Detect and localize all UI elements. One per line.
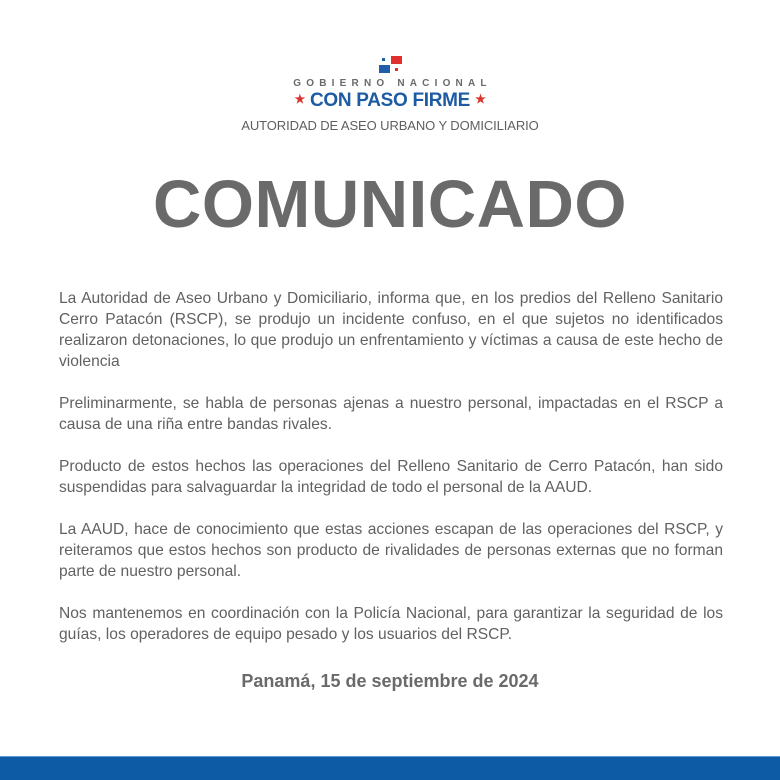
panama-flag-icon: [378, 56, 402, 73]
slogan-text: CON PASO FIRME: [309, 90, 471, 111]
paragraph: La Autoridad de Aseo Urbano y Domiciliario, informa que, en los predios del Relleno Sanitario Cerro Patacón (RSCP), se produjo un incidente confuso, en el que sujetos no identificados realizaron detonaciones, lo que produjo un enfrentamiento y víctimas a causa de este hecho de violencia: [59, 290, 723, 370]
star-icon: ★: [294, 92, 305, 106]
statement-body: [59, 288, 723, 666]
date-line: Panamá, 15 de septiembre de 2024: [241, 671, 539, 691]
paragraph: Preliminarmente, se habla de personas ajenas a nuestro personal, impactadas en el RSCP a causa de una riña entre bandas rivales.: [59, 395, 723, 433]
star-icon: ★: [475, 92, 486, 106]
flag-blue-star-icon: [382, 58, 385, 61]
page-title: COMUNICADO: [153, 167, 627, 242]
paragraph: Nos mantenemos en coordinación con la Policía Nacional, para garantizar la seguridad de los guías, los operadores de equipo pesado y los usuarios del RSCP.: [59, 605, 723, 643]
letterhead: [0, 56, 780, 133]
paragraph: Producto de estos hechos las operaciones del Relleno Sanitario de Cerro Patacón, han sido suspendidas para salvaguardar la integridad de todo el personal de la AAUD.: [59, 458, 723, 496]
flag-blue-quarter: [379, 65, 390, 73]
slogan: [0, 90, 780, 112]
flag-red-quarter: [391, 56, 402, 64]
flag-red-star-icon: [395, 68, 398, 71]
footer-bar: [0, 756, 780, 780]
agency-name: AUTORIDAD DE ASEO URBANO Y DOMICILIARIO: [241, 118, 539, 133]
paragraph: La AAUD, hace de conocimiento que estas acciones escapan de las operaciones del RSCP, y reiteramos que estos hechos son producto de rivalidades de personas externas que no forman parte de nuestro personal.: [59, 521, 723, 580]
government-label: GOBIERNO NACIONAL: [293, 78, 492, 89]
